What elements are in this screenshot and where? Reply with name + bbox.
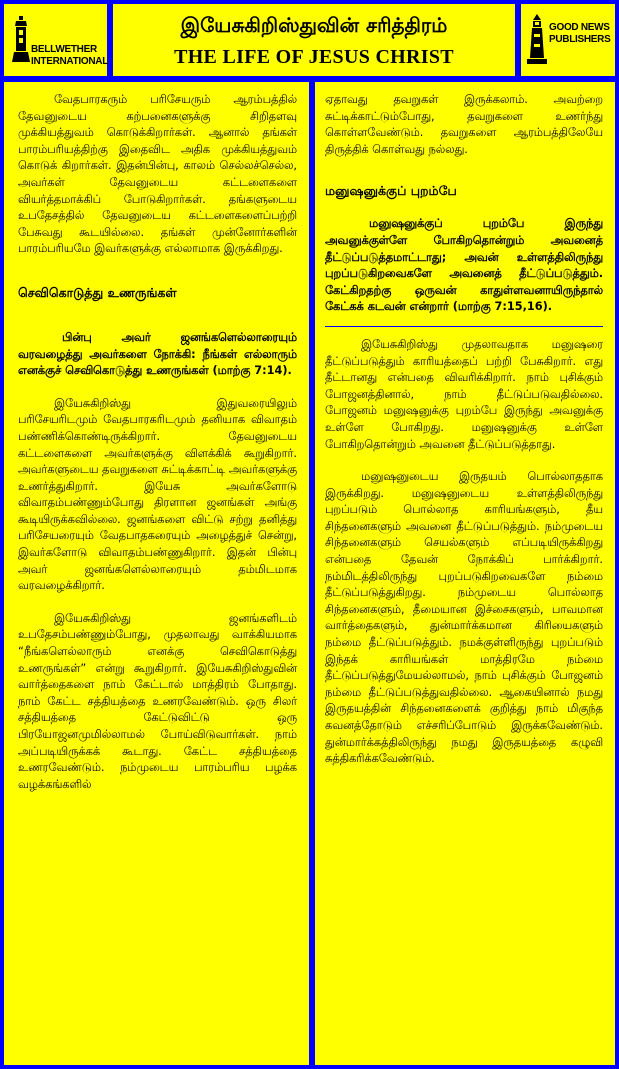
verse-mark-7-14: பின்பு அவர் ஜனங்களெல்லாரையும் வரவழைத்து அவர்களை நோக்கி: நீங்கள் எல்லாரும் எனக்குச் செவிகொடுத்து உணருங்கள் (மாற்கு 7:14). bbox=[18, 330, 297, 378]
good-news-logo-line2: PUBLISHERS bbox=[549, 34, 611, 45]
good-news-logo-line1: GOOD NEWS bbox=[549, 22, 610, 33]
page-title-tamil: இயேசுகிறிஸ்துவின் சரித்திரம் bbox=[180, 13, 448, 37]
right-column bbox=[315, 82, 615, 1065]
bellwether-logo-line2: INTERNATIONAL bbox=[31, 56, 109, 67]
title-panel bbox=[113, 4, 515, 76]
paragraph-1: இயேசுகிறிஸ்து இதுவரையிலும் பரிசேயரிடமும் வேதபாரகரிடமும் தனியாக விவாதம் பண்ணிக்கொண்டிருக்கிறார். தேவனுடைய கட்டளைகளை அவர்களுக்கு விளக்கிக் கூறுகிறார். அவர்களுடைய தவறுகளை சுட்டிக்காட்டி அவர்களுக்கு உணர்த்துகிறார். இயேசு அவர்களோடு விவாதம்பண்ணும்போது திரளான ஜனங்கள் அங்கு கூடியிருக்கவில்லை. ஜனங்களை விட்டு சற்று தனித்து பரிசேயரையும் வேதபாதகரையும் அழைத்துச் சென்று, இவர்களோடு விவாதம்பண்ணுகிறார். இதன் பின்பு அவர் ஜனங்களெல்லாரையும் தம்மிடமாக வரவழைக்கிறார். bbox=[18, 396, 297, 593]
tower-icon bbox=[12, 16, 30, 62]
lighthouse-icon bbox=[527, 14, 547, 64]
bellwether-logo-line1: BELLWETHER bbox=[31, 44, 97, 55]
page-title-english: THE LIFE OF JESUS CHRIST bbox=[174, 46, 454, 68]
section-heading-outside-man: மனுஷனுக்குப் புறம்பே bbox=[325, 183, 457, 199]
continued-paragraph: ஏதாவது தவறுகள் இருக்கலாம். அவற்றை சுட்டிக்காட்டும்போது, தவறுகளை உணர்ந்து கொள்ளவேண்டும். தவறுகளை ஆரம்பத்திலேயே திருத்திக் கொள்வது நல்லது. bbox=[325, 93, 603, 156]
bellwether-logo-panel bbox=[4, 4, 107, 76]
verse-mark-7-15-16: மனுஷனுக்குப் புறம்பே இருந்து அவனுக்குள்ளே போகிறதொன்றும் அவனைத் தீட்டுப்படுத்தமாட்டாது; அவன் உள்ளத்திலிருந்து புறப்படுகிறவைகளே அவனைத் தீட்டுப்படுத்தும். கேட்கிறதற்கு ஒருவன் காதுள்ளவனாயிருந்தால் கேட்கக் கடவன் என்றார் (மாற்கு 7:15,16). bbox=[325, 217, 603, 314]
paragraph-4: மனுஷனுடைய இருதயம் பொல்லாததாக இருக்கிறது. மனுஷனுடைய உள்ளத்திலிருந்து புறப்படும் பொல்லாத காரியங்களும், தீய சிந்தனைகளும் அவனை தீட்டுப்படுத்தும். நம்முடைய சிந்தனைகளும் செயல்களும் எப்படியிருக்கிறது என்பதை தேவன் நோக்கிப் பார்க்கிறார். நம்மிடத்திலிருந்து புறப்படுகிறவைகளே நம்மை தீட்டுப்படுத்துகிறது. நம்முடைய பொல்லாத சிந்தனைகளும், தீமையான இச்சைகளும், பாவமான வார்த்தைகளும், துன்மார்க்கமான கிரியைகளும் நம்மை தீட்டுப்படுத்தும். நமக்குள்ளிருந்து புறப்படும் இந்தக் காரியங்கள் மாத்திரமே நம்மை தீட்டுப்படுத்துமேயல்லாமல், நாம் புசிக்கும் போஜனம் நம்மை தீட்டுப்படுத்துவதில்லை. ஆகையினால் நமது இருதயத்தின் சிந்தனைகளைக் குறித்து நாம் மிகுந்த கவனத்தோடும் எச்சரிப்போடும் இருக்கவேண்டும். துன்மார்க்கத்திலிருந்து நமது இருதயத்தை கழுவி சுத்திகரிக்கவேண்டும். bbox=[325, 470, 603, 766]
paragraph-2: இயேசுகிறிஸ்து ஜனங்களிடம் உபதேசம்பண்ணும்போது, முதலாவது வாக்கியமாக “நீங்களெல்லாரும் எனக்கு செவிகொடுத்து உணருங்கள்” என்று கூறுகிறார். இயேசுகிறிஸ்துவின் வார்த்தைகளை நாம் கேட்டால் மாத்திரம் போதாது. நாம் கேட்ட சத்தியத்தை உணரவேண்டும். ஒரு சிலர் சத்தியத்தை கேட்டுவிட்டு ஒரு பிரயோஜனமுமில்லாமல் போய்விடுவார்கள். நாம் அப்படியிருக்கக் கூடாது. கேட்ட சத்தியத்தை உணரவேண்டும். நம்முடைய பாரம்பரிய பழக்க வழக்கங்களில் bbox=[18, 611, 297, 791]
intro-paragraph: வேதபாரகரும் பரிசேயரும் ஆரம்பத்தில் தேவனுடைய கற்பனைகளுக்கு சிறிதளவு முக்கியத்துவம் கொடுக்கிறார்கள். ஆனால் தங்கள் பாரம்பரியத்திற்கு இதைவிட அதிக முக்கியத்துவம் கொடுக் கிறார்கள். இதன்பின்பு, காலம் செல்லச்செல்ல, அவர்கள் தேவனுடைய கட்டளைகளை வியர்த்தமாக்கிப் போடுகிறார்கள். தங்களுடைய உபதேசத்தில் தேவனுடைய கட்டளைகளைப்பற்றி பேசுவது கூடயில்லை. தங்கள் முன்னோர்களின் பாரம்பரியமே இவர்களுக்கு எல்லாமாக இருக்கிறது. bbox=[18, 93, 297, 256]
section-heading-listen: செவிகொடுத்து உணருங்கள் bbox=[18, 284, 177, 300]
left-column bbox=[4, 82, 309, 1065]
good-news-logo-panel bbox=[521, 4, 615, 76]
paragraph-3: இயேசுகிறிஸ்து முதலாவதாக மனுஷரை தீட்டுப்படுத்தும் காரியத்தைப் பற்றி பேசுகிறார். எது தீட்டானது என்பதை விவரிக்கிறார். நாம் புசிக்கும் போஜனத்தினால், நாம் தீட்டுப்படுவதில்லை. போஜனம் மனுஷனுக்கு புறம்பே இருந்து அவனுக்கு உள்ளே போகிறது. மனுஷனுக்கு உள்ளே போகிறதொன்றும் அவனை தீட்டுப்படுத்தாது. bbox=[325, 337, 603, 451]
